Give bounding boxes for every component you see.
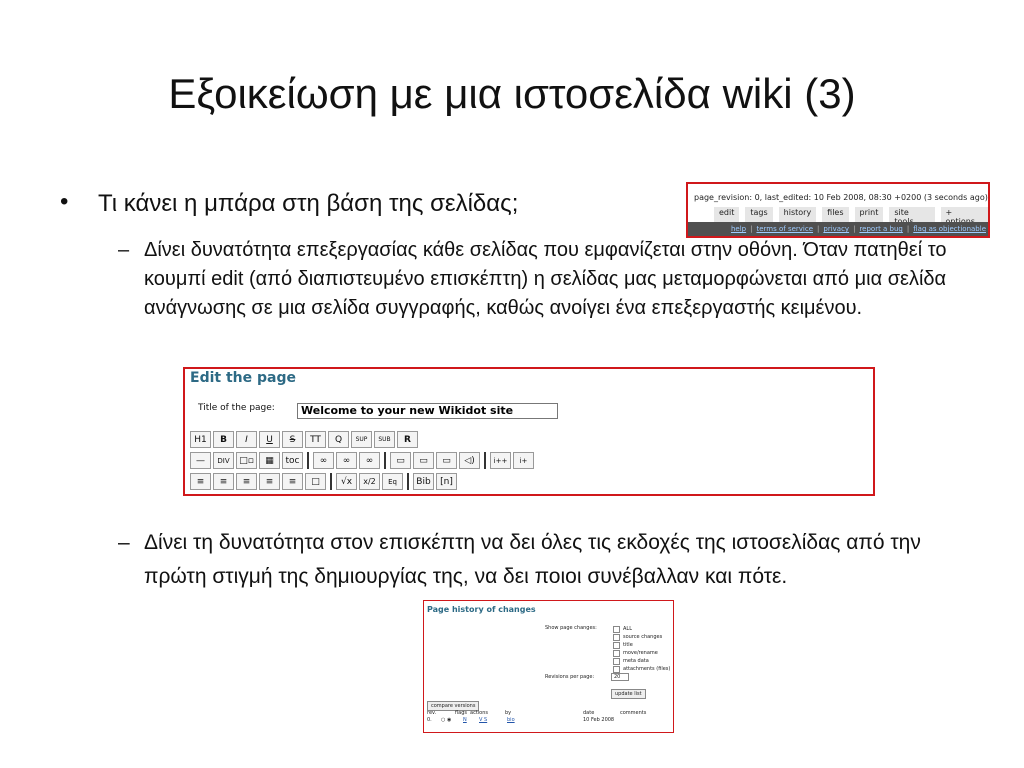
bibliography-button[interactable]: Bib bbox=[413, 473, 434, 490]
slide-title: Εξοικείωση με μια ιστοσελίδα wiki (3) bbox=[168, 70, 856, 117]
divider bbox=[330, 473, 332, 490]
change-filter-options bbox=[613, 625, 670, 673]
col-flags: flags bbox=[455, 710, 467, 716]
col-comments: comments bbox=[620, 710, 647, 716]
raw-button[interactable]: R bbox=[397, 431, 418, 448]
row-by[interactable]: bio bbox=[507, 717, 515, 723]
dash-marker: – bbox=[118, 531, 130, 554]
option-source[interactable]: source changes bbox=[613, 633, 670, 641]
history-button[interactable]: history bbox=[779, 207, 817, 227]
quote-button[interactable]: Q bbox=[328, 431, 349, 448]
link-new-icon[interactable]: ∞ bbox=[336, 452, 357, 469]
hr-button[interactable]: — bbox=[190, 452, 211, 469]
divider bbox=[307, 452, 309, 469]
option-files[interactable]: attachments (files) bbox=[613, 665, 670, 673]
sub-button[interactable]: SUB bbox=[374, 431, 395, 448]
separator: | bbox=[817, 225, 820, 233]
col-rev: rev. bbox=[427, 710, 437, 716]
option-meta[interactable]: meta data bbox=[613, 657, 670, 665]
italic-button[interactable]: I bbox=[236, 431, 257, 448]
checkbox-checked-icon[interactable] bbox=[613, 626, 620, 633]
col-date: date bbox=[583, 710, 595, 716]
image-upload-icon[interactable]: ▭ bbox=[413, 452, 434, 469]
image-block-icon[interactable]: □▫ bbox=[236, 452, 257, 469]
col-by: by bbox=[505, 710, 512, 716]
history-heading: Page history of changes bbox=[427, 605, 536, 614]
col-actions: actions bbox=[470, 710, 488, 716]
divider bbox=[484, 452, 486, 469]
edit-heading: Edit the page bbox=[190, 370, 296, 386]
row-actions[interactable]: V S bbox=[479, 717, 488, 723]
title-input[interactable]: Welcome to your new Wikidot site bbox=[297, 403, 558, 419]
teletype-button[interactable]: TT bbox=[305, 431, 326, 448]
strike-button[interactable]: S bbox=[282, 431, 303, 448]
tags-button[interactable]: tags bbox=[745, 207, 772, 227]
bullet-text: Τι κάνει η μπάρα στη βάση της σελίδας; bbox=[98, 190, 519, 217]
title-label: Title of the page: bbox=[198, 403, 275, 413]
footnote-icon[interactable]: □ bbox=[305, 473, 326, 490]
help-link[interactable]: help bbox=[730, 225, 747, 233]
checkbox-icon[interactable] bbox=[613, 650, 620, 657]
link-icon[interactable]: ∞ bbox=[313, 452, 334, 469]
indent-icon[interactable]: ≡ bbox=[236, 473, 257, 490]
math-button[interactable]: √x bbox=[336, 473, 357, 490]
underline-button[interactable]: U bbox=[259, 431, 280, 448]
divider bbox=[407, 473, 409, 490]
privacy-link[interactable]: privacy bbox=[823, 225, 850, 233]
edit-page-screenshot bbox=[183, 367, 875, 496]
revision-bar-screenshot bbox=[686, 182, 990, 238]
divider bbox=[384, 452, 386, 469]
checkbox-icon[interactable] bbox=[613, 666, 620, 673]
update-list-button[interactable]: update list bbox=[611, 689, 646, 699]
equation-ref-button[interactable]: Eq bbox=[382, 473, 403, 490]
footer-links bbox=[688, 222, 988, 236]
toolbar-row-3 bbox=[190, 473, 457, 490]
image-icon[interactable]: ▭ bbox=[390, 452, 411, 469]
bullet-dot: • bbox=[60, 188, 69, 215]
definition-list-icon[interactable]: ≡ bbox=[282, 473, 303, 490]
outdent-icon[interactable]: ≡ bbox=[259, 473, 280, 490]
row-date: 10 Feb 2008 bbox=[583, 717, 615, 723]
edit-button[interactable]: edit bbox=[714, 207, 739, 227]
checkbox-icon[interactable] bbox=[613, 634, 620, 641]
sub-bullet-edit-text: Δίνει δυνατότητα επεξεργασίας κάθε σελίδας που εμφανίζεται στην οθόνη. Όταν πατηθεί το κουμπί edit (από διαπιστευμένο επισκέπτη) η σελίδας μας μεταμορφώνεται από μια σελίδα ανάγνωσης σε μια σελίδα συγγραφής, καθώς ανοίγει ένα επεξεργαστής κειμένου. bbox=[144, 239, 947, 319]
option-all[interactable]: ALL bbox=[613, 625, 670, 633]
compare-versions-button[interactable]: compare versions bbox=[427, 701, 479, 711]
audio-icon[interactable]: ◁) bbox=[459, 452, 480, 469]
revisions-per-page-label: Revisions per page: bbox=[545, 674, 595, 680]
checkbox-icon[interactable] bbox=[613, 642, 620, 649]
toolbar-row-2 bbox=[190, 452, 534, 469]
separator: | bbox=[750, 225, 753, 233]
numbered-list-icon[interactable]: ≡ bbox=[190, 473, 211, 490]
row-flag: N bbox=[463, 717, 467, 723]
separator: | bbox=[853, 225, 856, 233]
citation-button[interactable]: [n] bbox=[436, 473, 457, 490]
bulleted-list-icon[interactable]: ≡ bbox=[213, 473, 234, 490]
radio-icon[interactable]: ○ ◉ bbox=[441, 717, 452, 723]
toc-button[interactable]: toc bbox=[282, 452, 303, 469]
toolbar-row-1 bbox=[190, 431, 418, 448]
div-button[interactable]: DIV bbox=[213, 452, 234, 469]
row-rev: 0. bbox=[427, 717, 432, 723]
code-button[interactable]: i++ bbox=[490, 452, 511, 469]
inline-math-button[interactable]: x/2 bbox=[359, 473, 380, 490]
link-anchor-icon[interactable]: ∞ bbox=[359, 452, 380, 469]
video-icon[interactable]: ▭ bbox=[436, 452, 457, 469]
print-button[interactable]: print bbox=[855, 207, 884, 227]
terms-link[interactable]: terms of service bbox=[756, 225, 814, 233]
files-button[interactable]: files bbox=[822, 207, 848, 227]
show-changes-label: Show page changes: bbox=[545, 625, 597, 631]
sub-bullet-history-text: Δίνει τη δυνατότητα στον επισκέπτη να δει όλες τις εκδοχές της ιστοσελίδας από την πρώτη στιγμή της δημιουργίας της, να δει ποιοι συνέβαλλαν και πότε. bbox=[144, 531, 921, 588]
code-plus-button[interactable]: i+ bbox=[513, 452, 534, 469]
flag-link[interactable]: flag as objectionable bbox=[913, 225, 986, 233]
table-icon[interactable]: ▦ bbox=[259, 452, 280, 469]
page-history-screenshot bbox=[423, 600, 674, 733]
sup-button[interactable]: SUP bbox=[351, 431, 372, 448]
option-title[interactable]: title bbox=[613, 641, 670, 649]
revision-info: page_revision: 0, last_edited: 10 Feb 2008, 08:30 +0200 (3 seconds ago) bbox=[694, 193, 988, 202]
separator: | bbox=[906, 225, 910, 233]
dash-marker: – bbox=[118, 239, 130, 261]
h1-button[interactable]: H1 bbox=[190, 431, 211, 448]
report-bug-link[interactable]: report a bug bbox=[859, 225, 903, 233]
options-button[interactable]: + bbox=[941, 207, 989, 227]
revisions-per-page-select[interactable]: 20 bbox=[611, 673, 629, 681]
bold-button[interactable]: B bbox=[213, 431, 234, 448]
site-tools-button[interactable]: site bbox=[889, 207, 934, 227]
checkbox-icon[interactable] bbox=[613, 658, 620, 665]
option-move[interactable]: move/rename bbox=[613, 649, 670, 657]
